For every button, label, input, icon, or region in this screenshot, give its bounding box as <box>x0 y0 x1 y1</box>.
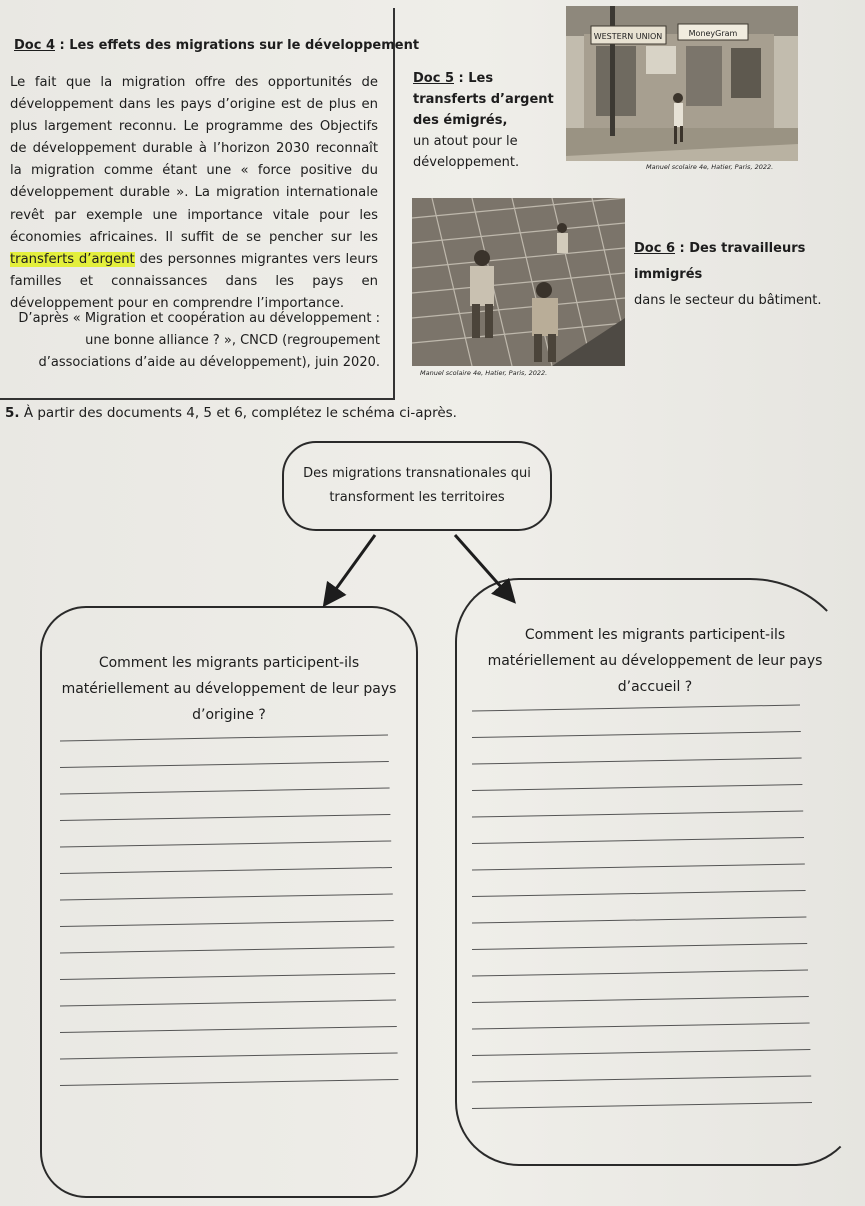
answer-line[interactable] <box>60 921 394 927</box>
answer-line[interactable] <box>60 841 391 847</box>
answer-line[interactable] <box>60 735 388 741</box>
doc5-sign-western-union: WESTERN UNION <box>593 32 663 41</box>
answer-line[interactable] <box>60 1000 396 1006</box>
doc6-credit: Manuel scolaire 4e, Hatier, Paris, 2022. <box>420 369 548 377</box>
right-question-line-2: matériellement au développement de leur pays <box>487 653 823 669</box>
answer-line[interactable] <box>472 758 802 764</box>
answer-line[interactable] <box>60 788 390 794</box>
doc5-caption-tail: un atout pour le développement. <box>413 134 520 170</box>
doc6-label: Doc 6 <box>634 241 675 256</box>
answer-line[interactable] <box>472 970 808 976</box>
question-number: 5. <box>5 405 20 421</box>
answer-line[interactable] <box>60 762 389 768</box>
right-question-line-3: d’accueil ? <box>617 679 693 695</box>
arrow-to-right-bubble <box>455 535 510 597</box>
doc6-caption-tail: dans le secteur du bâtiment. <box>634 293 822 308</box>
answer-line[interactable] <box>472 1103 812 1109</box>
left-question-line-3: d’origine ? <box>192 707 266 723</box>
left-answer-lines <box>60 735 398 1086</box>
answer-line[interactable] <box>472 732 801 738</box>
answer-line[interactable] <box>60 815 390 821</box>
answer-line[interactable] <box>472 944 807 950</box>
doc5-credit: Manuel scolaire 4e, Hatier, Paris, 2022. <box>646 163 774 171</box>
doc4-source: D’après « Migration et coopération au développement : une bonne alliance ? », CNCD (regroupement d’associations d’aide au développement), juin 2020. <box>18 311 380 370</box>
answer-line[interactable] <box>60 1027 397 1033</box>
doc5-sign-moneygram: MoneyGram <box>688 29 738 38</box>
answer-line[interactable] <box>472 838 804 844</box>
answer-line[interactable] <box>472 864 805 870</box>
doc4-text-part1: Le fait que la migration offre des opportunités de développement dans les pays d’origine est de plus en plus largement reconnu. Le programme des Objectifs de développement durable à l’horizon 2030 reconnaît la migration comme étant une « force positive du développement durable ». La migration internationale revêt par exemple une importance vitale pour les économies africaines. Il suffit de se pencher sur les <box>10 75 378 245</box>
left-question-line-1: Comment les migrants participent-ils <box>98 655 360 671</box>
doc5-label: Doc 5 <box>413 71 454 86</box>
answer-line[interactable] <box>60 974 395 980</box>
answer-line[interactable] <box>472 811 803 817</box>
answer-line[interactable] <box>60 868 392 874</box>
doc4-title-text: : Les effets des migrations sur le développement <box>55 38 420 53</box>
answer-line[interactable] <box>472 785 802 791</box>
answer-line[interactable] <box>472 891 806 897</box>
answer-line[interactable] <box>60 1053 398 1059</box>
answer-line[interactable] <box>472 917 806 923</box>
left-question-line-2: matériellement au développement de leur pays <box>61 681 397 697</box>
doc5-caption-text: : Les transferts d’argent des émigrés, <box>413 71 554 128</box>
answer-line[interactable] <box>472 997 809 1003</box>
answer-line[interactable] <box>472 1050 810 1056</box>
question-text: À partir des documents 4, 5 et 6, complétez le schéma ci-après. <box>19 405 457 421</box>
answer-line[interactable] <box>472 705 800 711</box>
answer-line[interactable] <box>60 1080 398 1086</box>
answer-line[interactable] <box>472 1076 811 1082</box>
schema-top-line-2: transforment les territoires <box>329 490 505 505</box>
doc4-label: Doc 4 <box>14 38 55 53</box>
schema-top-line-1: Des migrations transnationales qui <box>303 466 531 481</box>
answer-line[interactable] <box>60 894 393 900</box>
arrow-to-left-bubble <box>328 535 375 600</box>
doc4-highlighted-text: transferts d’argent <box>10 251 135 267</box>
right-question-line-1: Comment les migrants participent-ils <box>524 627 786 643</box>
doc4-text-part2: des personnes migrantes vers leurs familles et connaissances dans les pays en développement pour en comprendre l’importance. <box>10 251 378 311</box>
answer-line[interactable] <box>472 1023 810 1029</box>
answer-line[interactable] <box>60 947 394 953</box>
doc6-caption-text: : Des travailleurs immigrés <box>634 241 806 282</box>
right-answer-lines <box>472 705 812 1109</box>
